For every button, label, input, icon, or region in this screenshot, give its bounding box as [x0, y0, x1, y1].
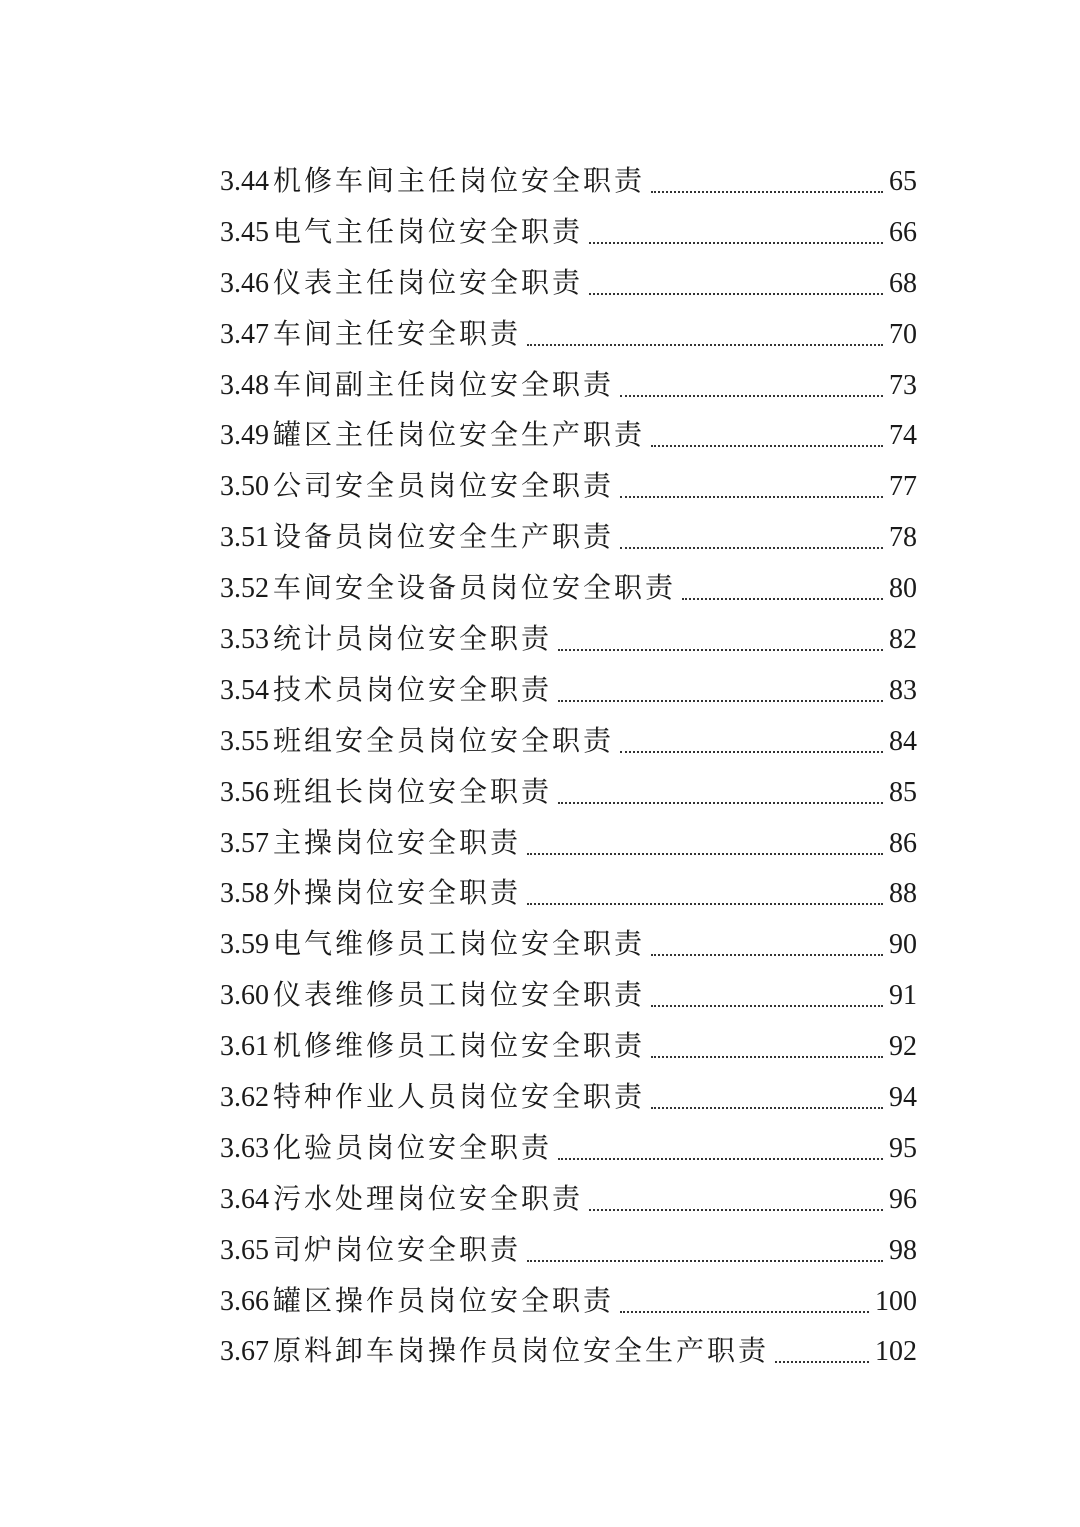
toc-entry[interactable] [220, 410, 917, 461]
toc-entry[interactable] [220, 360, 917, 411]
toc-entry[interactable] [220, 818, 917, 869]
toc-entry-page: 96 [889, 1183, 917, 1215]
toc-entry[interactable] [220, 868, 917, 919]
toc-entry[interactable] [220, 614, 917, 665]
toc-entry-title: 司炉岗位安全职责 [273, 1232, 522, 1266]
toc-entry-page: 66 [889, 216, 917, 248]
dot-leader [620, 1310, 869, 1313]
toc-entry[interactable] [220, 156, 917, 207]
dot-leader [589, 292, 883, 295]
toc-entry-number: 3.54 [220, 674, 269, 706]
dot-leader [558, 801, 883, 804]
toc-entry[interactable] [220, 1072, 917, 1123]
toc-entry-title: 车间安全设备员岗位安全职责 [273, 571, 677, 605]
toc-entry-page: 98 [889, 1234, 917, 1266]
toc-entry-title: 特种作业人员岗位安全职责 [273, 1080, 646, 1114]
toc-entry[interactable] [220, 970, 917, 1021]
toc-entry-page: 73 [889, 369, 917, 401]
toc-entry-number: 3.45 [220, 216, 269, 248]
toc-entry-number: 3.53 [220, 624, 269, 656]
toc-entry-number: 3.46 [220, 267, 269, 299]
toc-entry[interactable] [220, 309, 917, 360]
toc-entry-title: 班组长岗位安全职责 [273, 774, 553, 808]
toc-entry-title: 罐区主任岗位安全生产职责 [273, 418, 646, 452]
toc-entry-page: 92 [889, 1031, 917, 1063]
toc-entry-title: 仪表维修员工岗位安全职责 [273, 978, 646, 1012]
toc-entry-number: 3.64 [220, 1183, 269, 1215]
toc-entry-title: 污水处理岗位安全职责 [273, 1181, 584, 1215]
toc-entry-page: 70 [889, 318, 917, 350]
toc-entry-page: 100 [875, 1285, 917, 1317]
toc-entry[interactable] [220, 512, 917, 563]
toc-entry-page: 90 [889, 929, 917, 961]
dot-leader [589, 1208, 883, 1211]
toc-entry-number: 3.58 [220, 878, 269, 910]
toc-entry[interactable] [220, 1021, 917, 1072]
toc-entry-title: 技术员岗位安全职责 [273, 672, 553, 706]
dot-leader [620, 495, 883, 498]
toc-entry-title: 统计员岗位安全职责 [273, 622, 553, 656]
toc-entry-page: 84 [889, 725, 917, 757]
toc-entry-number: 3.55 [220, 725, 269, 757]
toc-entry-number: 3.57 [220, 827, 269, 859]
toc-entry[interactable] [220, 1326, 917, 1377]
toc-entry-page: 80 [889, 573, 917, 605]
dot-leader [558, 1157, 883, 1160]
toc-entry-page: 82 [889, 624, 917, 656]
dot-leader [775, 1360, 869, 1363]
toc-entry-page: 91 [889, 980, 917, 1012]
toc-entry-page: 88 [889, 878, 917, 910]
toc-entry-title: 原料卸车岗操作员岗位安全生产职责 [273, 1334, 770, 1368]
toc-entry[interactable] [220, 919, 917, 970]
toc-entry-page: 65 [889, 166, 917, 197]
toc-entry-page: 78 [889, 522, 917, 554]
toc-entry-number: 3.56 [220, 776, 269, 808]
toc-entry[interactable] [220, 461, 917, 512]
toc-entry-title: 车间副主任岗位安全职责 [273, 367, 615, 401]
toc-entry-title: 罐区操作员岗位安全职责 [273, 1283, 615, 1317]
toc-entry-title: 机修车间主任岗位安全职责 [273, 164, 646, 197]
toc-entry[interactable] [220, 1123, 917, 1174]
toc-entry[interactable] [220, 563, 917, 614]
toc-entry-number: 3.44 [220, 166, 269, 197]
dot-leader [620, 546, 883, 549]
toc-entry-page: 77 [889, 471, 917, 503]
toc-entry-number: 3.62 [220, 1082, 269, 1114]
toc-entry-page: 74 [889, 420, 917, 452]
table-of-contents [220, 156, 917, 1377]
toc-entry-number: 3.66 [220, 1285, 269, 1317]
toc-entry-page: 94 [889, 1082, 917, 1114]
toc-entry-title: 仪表主任岗位安全职责 [273, 265, 584, 299]
dot-leader [651, 1004, 883, 1007]
toc-entry-title: 化验员岗位安全职责 [273, 1130, 553, 1164]
toc-entry-title: 公司安全员岗位安全职责 [273, 469, 615, 503]
toc-entry-title: 设备员岗位安全生产职责 [273, 520, 615, 554]
toc-entry-title: 电气维修员工岗位安全职责 [273, 927, 646, 961]
toc-entry[interactable] [220, 1276, 917, 1327]
toc-entry-number: 3.52 [220, 573, 269, 605]
toc-entry-title: 外操岗位安全职责 [273, 876, 522, 910]
dot-leader [651, 190, 883, 193]
toc-entry-number: 3.47 [220, 318, 269, 350]
toc-entry-number: 3.59 [220, 929, 269, 961]
toc-entry-number: 3.60 [220, 980, 269, 1012]
toc-entry[interactable] [220, 258, 917, 309]
dot-leader [527, 1259, 883, 1262]
toc-entry-title: 机修维修员工岗位安全职责 [273, 1029, 646, 1063]
toc-entry-number: 3.49 [220, 420, 269, 452]
dot-leader [589, 241, 883, 244]
toc-entry-title: 主操岗位安全职责 [273, 825, 522, 859]
dot-leader [651, 1055, 883, 1058]
toc-entry-number: 3.51 [220, 522, 269, 554]
toc-entry-title: 电气主任岗位安全职责 [273, 214, 584, 248]
dot-leader [651, 444, 883, 447]
toc-entry[interactable] [220, 767, 917, 818]
toc-entry-page: 68 [889, 267, 917, 299]
toc-entry[interactable] [220, 1225, 917, 1276]
toc-entry-page: 86 [889, 827, 917, 859]
toc-entry-page: 95 [889, 1132, 917, 1164]
dot-leader [527, 343, 883, 346]
toc-entry[interactable] [220, 1174, 917, 1225]
toc-entry-number: 3.65 [220, 1234, 269, 1266]
toc-entry-title: 车间主任安全职责 [273, 316, 522, 350]
toc-entry[interactable] [220, 207, 917, 258]
dot-leader [620, 750, 883, 753]
toc-entry-number: 3.50 [220, 471, 269, 503]
toc-entry-number: 3.63 [220, 1132, 269, 1164]
toc-entry-number: 3.61 [220, 1031, 269, 1063]
toc-entry-number: 3.48 [220, 369, 269, 401]
dot-leader [651, 953, 883, 956]
toc-entry-title: 班组安全员岗位安全职责 [273, 723, 615, 757]
dot-leader [651, 1106, 883, 1109]
toc-entry-page: 83 [889, 674, 917, 706]
dot-leader [620, 394, 883, 397]
toc-entry-page: 102 [875, 1336, 917, 1368]
dot-leader [558, 648, 883, 651]
dot-leader [682, 597, 883, 600]
toc-entry[interactable] [220, 665, 917, 716]
toc-entry-page: 85 [889, 776, 917, 808]
dot-leader [558, 699, 883, 702]
dot-leader [527, 852, 883, 855]
dot-leader [527, 902, 883, 905]
toc-entry-number: 3.67 [220, 1336, 269, 1368]
toc-entry[interactable] [220, 716, 917, 767]
